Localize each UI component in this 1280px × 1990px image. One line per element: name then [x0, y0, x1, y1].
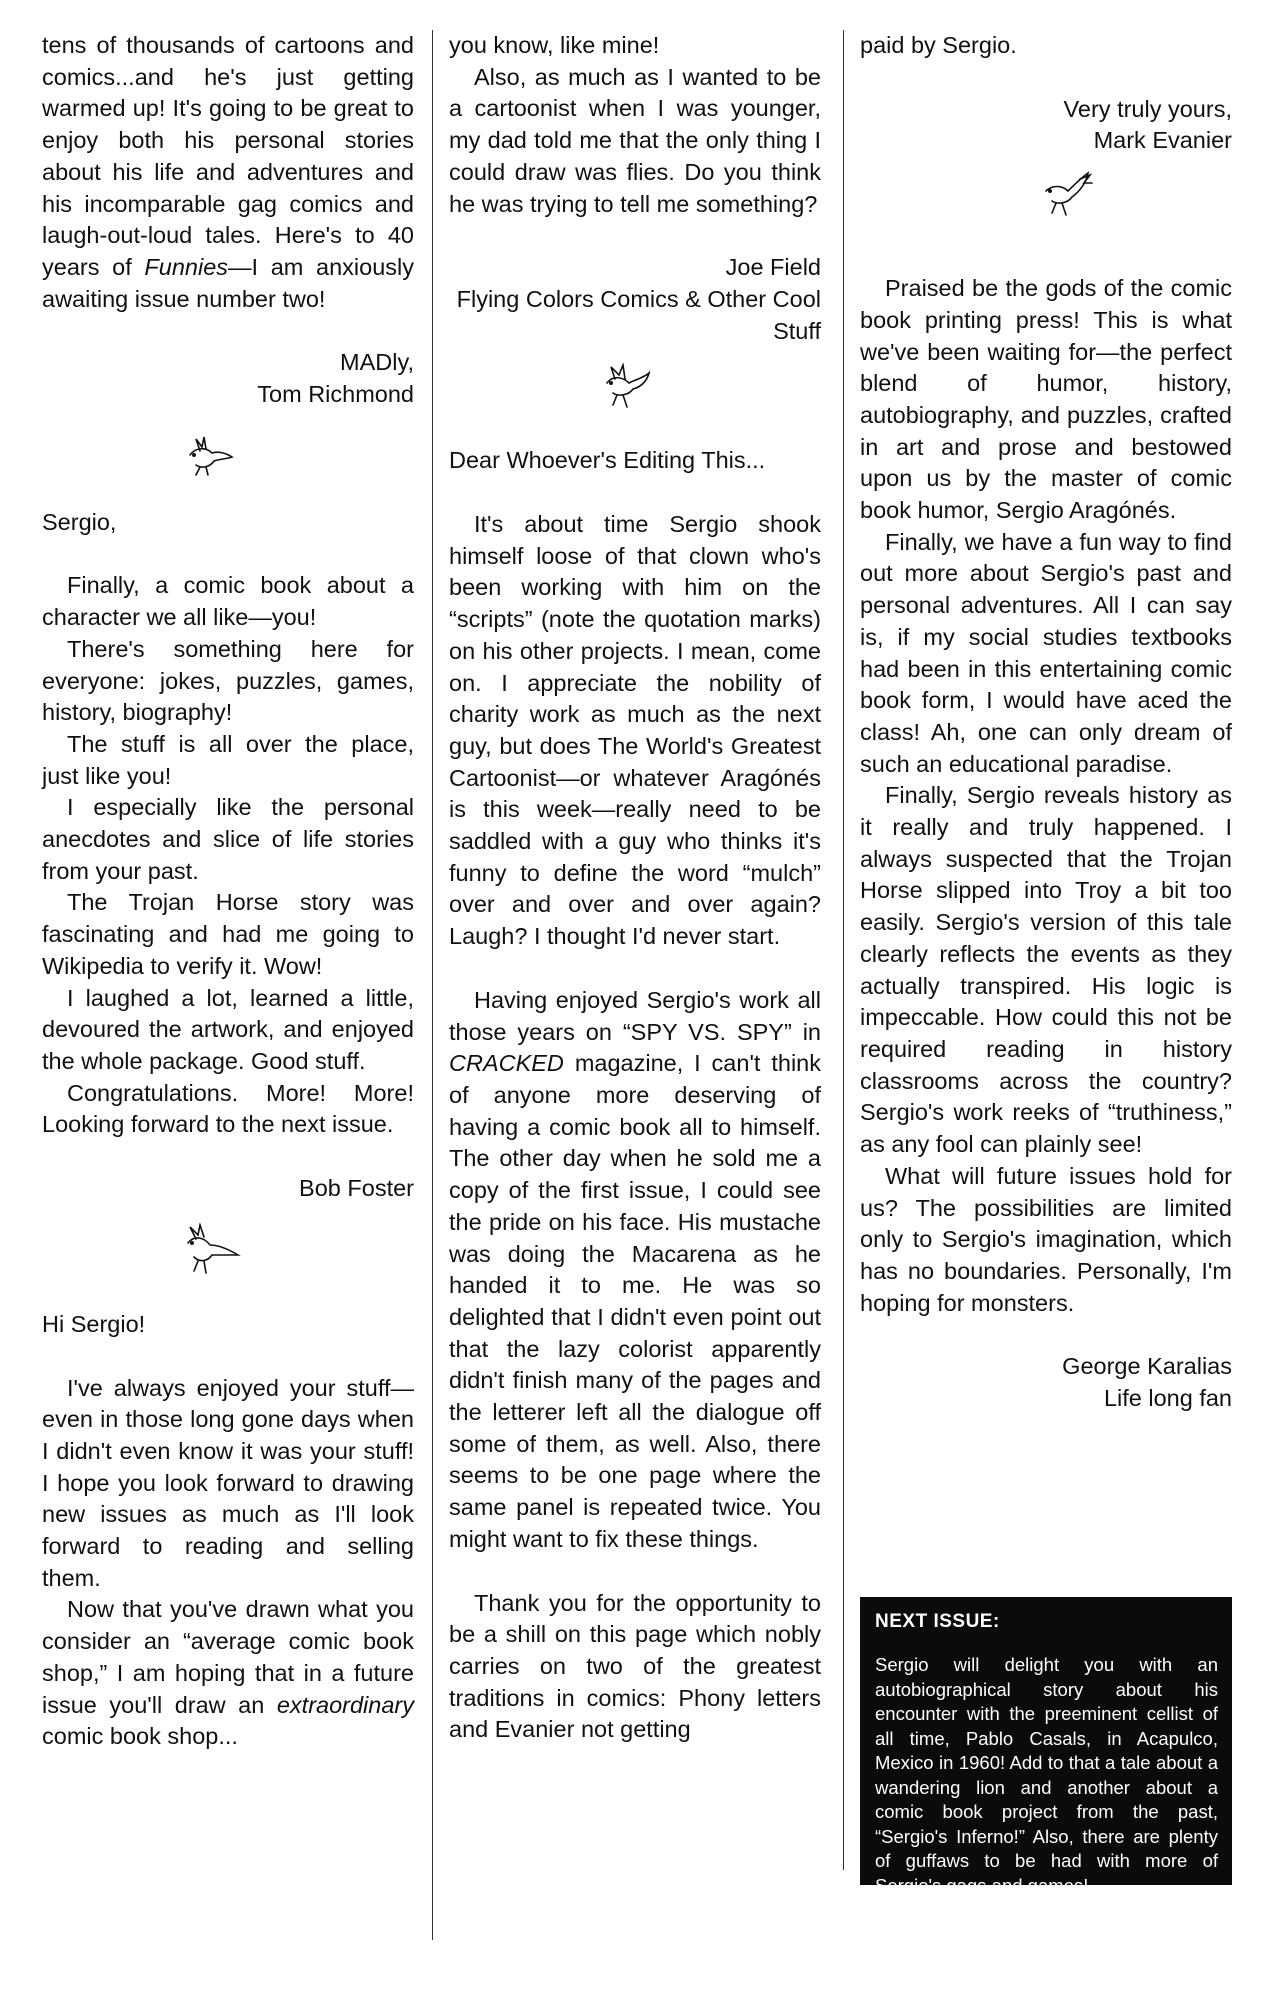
column-divider-left: [432, 30, 433, 1940]
letter3-paragraph: Now that you've drawn what you consider an “average comic book shop,” I am hoping that in a future issue you'll draw an extraordinary comic book shop...: [42, 1596, 414, 1750]
letter5-paragraph: What will future issues hold for us? The possibilities are limited only to Sergio's imagination, which has no boundaries. Personally, I'm hoping for monsters.: [860, 1162, 1232, 1316]
next-issue-text: Sergio will delight you with an autobiographical story about his encounter with the preeminent cellist of all time, Pablo Casals, in Acapulco, Mexico in 1960! Add to that a tale about a wandering lion and another about a comic book project from the past, “Sergio's Inferno!” Also, there are plenty of guffaws to be had with more of Sergio's gags and games!: [875, 1654, 1218, 1896]
letter4-paragraph: It's about time Sergio shook himself loose of that clown who's been working with him on the “scripts” (note the quotation marks) on his other projects. I mean, come on. I appreciate the nobility of charity work as much as the next guy, but does The World's Greatest Cartoonist—or whatever Aragónés is this week—really need to be saddled with a guy who thinks it's funny to define the word “mulch” over and over and over again? Laugh? I thought I'd never start.: [449, 511, 821, 950]
letter4-continued: paid by Sergio.: [860, 32, 1017, 58]
signature-joe-field: Joe Field Flying Colors Comics & Other Cool Stuff: [456, 254, 821, 344]
letter5-paragraph: Finally, we have a fun way to find out more about Sergio's past and personal adventures. All I can say is, if my social studies textbooks had been in this entertaining comic book form, I would have aced the class! Ah, one can only dream of such an educational paradise.: [860, 528, 1232, 777]
letter5-paragraph: Praised be the gods of the comic book printing press! This is what we've been waiting for—the perfect blend of humor, history, autobiography, and puzzles, crafted in art and prose and bestowed upon us by the master of comic book humor, Sergio Aragónés.: [860, 275, 1232, 524]
bird-doodle-icon: [42, 1205, 414, 1293]
letter2-paragraph: Congratulations. More! More! Looking forward to the next issue.: [42, 1079, 414, 1138]
column-1: [42, 30, 414, 1753]
bird-doodle-icon: [42, 411, 414, 491]
signature-mark-evanier: Very truly yours, Mark Evanier: [1063, 95, 1232, 154]
letter4-paragraph: Having enjoyed Sergio's work all those years on “SPY VS. SPY” in CRACKED magazine, I can't think of anyone more deserving of having a comic book all to himself. The other day when he sold me a copy of the first issue, I could see the pride on his face. His mustache was doing the Macarena as he handed it to me. He was so delighted that I didn't even point out that the lazy colorist apparently didn't finish many of the pages and the letterer left all the dialogue off some of them, as well. Also, there seems to be one page where the same panel is repeated twice. You might want to fix these things.: [449, 986, 821, 1552]
letter2-salutation: Sergio,: [42, 508, 117, 535]
letter1-closing-paragraph: tens of thousands of cartoons and comics...and he's just getting warmed up! It's going to be great to enjoy both his personal stories about his life and adventures and his incomparable gag comics and laugh-out-loud tales. Here's to 40 years of Funnies—I am anxiously awaiting issue number two!: [42, 32, 414, 312]
letter3-salutation: Hi Sergio!: [42, 1310, 146, 1337]
letter2-paragraph: The stuff is all over the place, just like you!: [42, 730, 414, 789]
letter2-paragraph: I laughed a lot, learned a little, devoured the artwork, and enjoyed the whole package. Good stuff.: [42, 984, 414, 1074]
next-issue-box: [860, 1597, 1232, 1896]
column-2: [449, 30, 821, 1746]
column-3: [860, 30, 1232, 1415]
bird-doodle-icon: [860, 157, 1232, 241]
letter2-paragraph: Finally, a comic book about a character we all like—you!: [42, 572, 414, 631]
letter5-paragraph: Finally, Sergio reveals history as it really and truly happened. I always suspected that the Trojan Horse slipped into Troy a bit too easily. Sergio's version of this tale clearly reflects the events as they actually transpired. His logic is impeccable. How could this not be required reading in history classrooms across the country? Sergio's work reeks of “truthiness,” as any fool can plainly see!: [860, 782, 1232, 1158]
letter3-paragraph: Also, as much as I wanted to be a cartoonist when I was younger, my dad told me that the only thing I could draw was flies. Do you think he was trying to tell me something?: [449, 63, 821, 217]
letter3-paragraph: I've always enjoyed your stuff—even in those long gone days when I didn't even know it was your stuff! I hope you look forward to drawing new issues as much as I'll look forward to reading and selling them.: [42, 1374, 414, 1591]
signature-george-karalias: George Karalias Life long fan: [1062, 1353, 1232, 1412]
next-issue-heading: NEXT ISSUE:: [875, 1611, 1000, 1632]
letter4-salutation: Dear Whoever's Editing This...: [449, 447, 766, 474]
letter4-paragraph: Thank you for the opportunity to be a shill on this page which nobly carries on two of the greatest traditions in comics: Phony letters and Evanier not getting: [449, 1589, 821, 1743]
letter2-paragraph: The Trojan Horse story was fascinating and had me going to Wikipedia to verify it. Wow!: [42, 889, 414, 979]
column-divider-right: [843, 30, 844, 1870]
letter2-paragraph: There's something here for everyone: jokes, puzzles, games, history, biography!: [42, 635, 414, 726]
signature-bob-foster: Bob Foster: [299, 1175, 414, 1202]
signature-tom-richmond: MADly, Tom Richmond: [257, 349, 414, 408]
bird-doodle-icon: [449, 347, 821, 429]
letter3-continued: you know, like mine!: [449, 32, 660, 58]
letter2-paragraph: I especially like the personal anecdotes and slice of life stories from your past.: [42, 794, 414, 884]
